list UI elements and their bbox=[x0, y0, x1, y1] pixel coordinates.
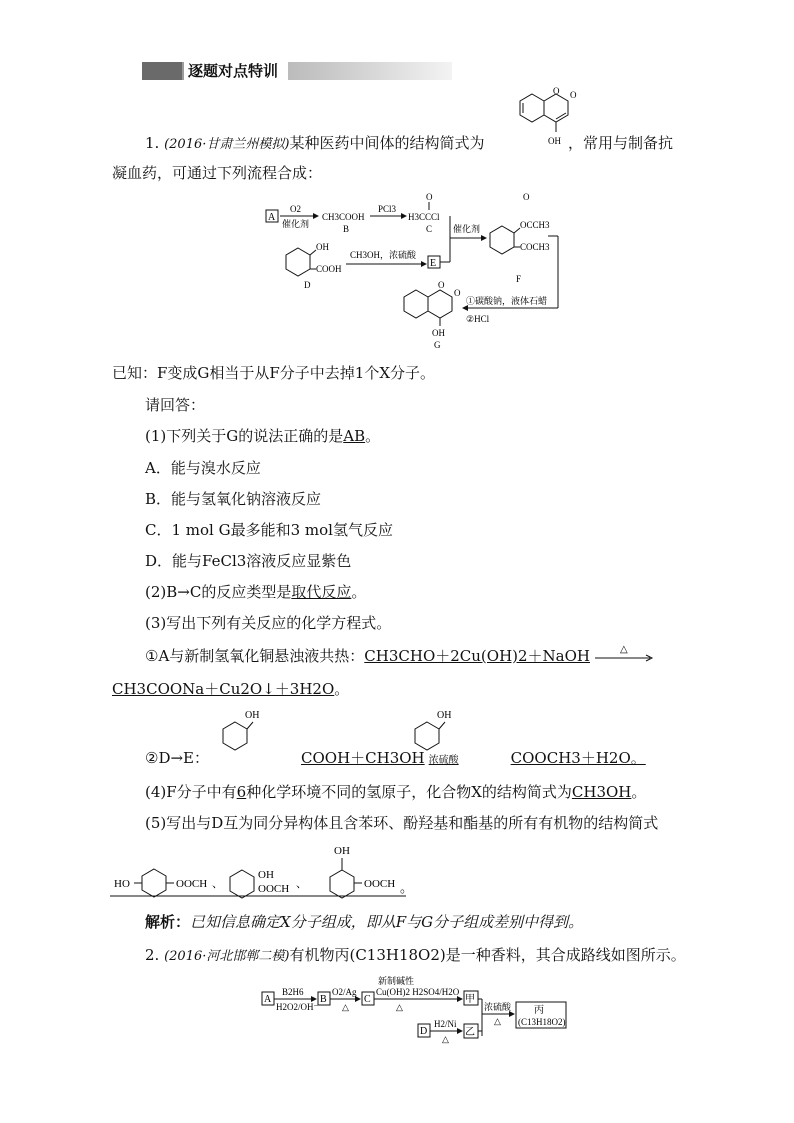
svg-text:O2: O2 bbox=[290, 204, 301, 214]
svg-text:B: B bbox=[343, 224, 350, 234]
q1-part4: (4)F分子中有6种化学环境不同的氢原子，化合物X的结构简式为CH3OH。 bbox=[145, 783, 647, 801]
svg-text:新制碱性: 新制碱性 bbox=[378, 976, 415, 986]
q1-known: 已知：F变成G相当于从F分子中去掉1个X分子。 bbox=[112, 364, 436, 382]
oh-label: OH bbox=[548, 136, 561, 146]
q1-part5: (5)写出与D互为同分异构体且含苯环、酚羟基和酯基的所有有机物的结构简式 bbox=[145, 814, 659, 832]
svg-text:△: △ bbox=[342, 1002, 349, 1012]
svg-text:O2/Ag: O2/Ag bbox=[332, 987, 357, 997]
svg-text:催化剂: 催化剂 bbox=[282, 219, 310, 229]
svg-text:B2H6: B2H6 bbox=[282, 987, 304, 997]
svg-text:丙: 丙 bbox=[534, 1005, 544, 1016]
svg-text:D: D bbox=[420, 1026, 428, 1037]
option-d: D．能与FeCl3溶液反应显紫色 bbox=[145, 552, 352, 570]
svg-text:①碳酸钠，液体石蜡: ①碳酸钠，液体石蜡 bbox=[466, 296, 548, 306]
analysis: 解析：已知信息确定X分子组成，即从F与G分子组成差别中得到。 bbox=[145, 913, 584, 931]
svg-text:。: 。 bbox=[400, 880, 414, 895]
q1-part3: (3)写出下列有关反应的化学方程式。 bbox=[145, 614, 392, 632]
q1-stem-line1b: ，常用与制备抗 bbox=[568, 134, 674, 152]
q2-stem: 2. (2016·河北邯郸二模)有机物丙(C13H18O2)是一种香料，其合成路线如图所示。 bbox=[145, 946, 686, 964]
q1-part1: (1)下列关于G的说法正确的是AB。 bbox=[145, 427, 381, 445]
isomer-structures bbox=[110, 840, 420, 900]
svg-text:、: 、 bbox=[212, 878, 223, 890]
q1-stem-line1: 1. (2016·甘肃兰州模拟)某种医药中间体的结构简式为 bbox=[145, 134, 485, 152]
option-c: C．1 mol G最多能和3 mol氢气反应 bbox=[145, 521, 393, 539]
header-bar-block bbox=[142, 62, 182, 80]
svg-text:G: G bbox=[434, 340, 441, 350]
svg-text:H2/Ni: H2/Ni bbox=[434, 1019, 457, 1029]
ring-o: O bbox=[553, 86, 560, 96]
svg-text:OCCH3: OCCH3 bbox=[520, 220, 550, 230]
svg-text:OH: OH bbox=[334, 845, 350, 857]
svg-text:F: F bbox=[516, 274, 522, 284]
svg-text:O: O bbox=[438, 280, 445, 290]
svg-text:A: A bbox=[268, 212, 276, 223]
svg-text:A: A bbox=[264, 994, 272, 1005]
svg-text:乙: 乙 bbox=[465, 1027, 475, 1038]
svg-text:H2O2/OH⁻: H2O2/OH⁻ bbox=[276, 1002, 319, 1012]
svg-text:OH: OH bbox=[432, 328, 445, 338]
q1-stem-line2: 凝血药，可通过下列流程合成： bbox=[112, 164, 323, 182]
svg-text:PCl3: PCl3 bbox=[378, 204, 397, 214]
equation-1-line2: CH3COONa＋Cu2O↓＋3H2O。 bbox=[112, 680, 350, 698]
svg-text:浓硫酸: 浓硫酸 bbox=[484, 1002, 512, 1012]
svg-text:HO: HO bbox=[114, 878, 130, 890]
svg-text:OH: OH bbox=[437, 710, 452, 721]
svg-text:△: △ bbox=[620, 644, 628, 655]
svg-text:O: O bbox=[426, 192, 433, 202]
svg-text:C: C bbox=[364, 994, 371, 1005]
svg-text:COOH: COOH bbox=[316, 264, 342, 274]
svg-text:E: E bbox=[430, 258, 437, 269]
svg-text:OH: OH bbox=[316, 242, 329, 252]
carbonyl-o: O bbox=[570, 90, 577, 100]
equation-2: ②D→E： COOH＋CH3OH 浓硫酸 COOCH3＋H2O。 bbox=[145, 749, 646, 767]
equation-1-line1: ①A与新制氢氧化铜悬浊液共热：CH3CHO＋2Cu(OH)2＋NaOH bbox=[145, 647, 590, 665]
svg-text:、: 、 bbox=[296, 878, 307, 890]
q1-part2: (2)B→C的反应类型是取代反应。 bbox=[145, 583, 367, 601]
svg-text:△: △ bbox=[442, 1034, 449, 1044]
svg-text:OH: OH bbox=[258, 869, 274, 881]
svg-text:CH3OH，浓硫酸: CH3OH，浓硫酸 bbox=[350, 250, 417, 260]
svg-text:OOCH: OOCH bbox=[258, 883, 290, 895]
svg-text:H3CCCl: H3CCCl bbox=[408, 212, 440, 222]
section-title: 逐题对点特训 bbox=[184, 60, 288, 82]
svg-text:B: B bbox=[320, 994, 327, 1005]
svg-text:甲: 甲 bbox=[465, 994, 475, 1005]
svg-text:D: D bbox=[304, 280, 311, 290]
svg-text:OOCH: OOCH bbox=[176, 878, 208, 890]
svg-text:CH3COOH: CH3COOH bbox=[322, 212, 365, 222]
svg-text:OOCH: OOCH bbox=[364, 878, 396, 890]
svg-text:O: O bbox=[454, 288, 461, 298]
svg-text:催化剂: 催化剂 bbox=[453, 224, 481, 234]
option-b: B．能与氢氧化钠溶液反应 bbox=[145, 490, 322, 508]
option-a: A．能与溴水反应 bbox=[145, 459, 261, 477]
svg-text:△: △ bbox=[396, 1002, 403, 1012]
svg-text:C: C bbox=[426, 224, 433, 234]
svg-text:OH: OH bbox=[245, 710, 260, 721]
svg-text:O: O bbox=[523, 192, 530, 202]
q1-ask: 请回答： bbox=[145, 396, 206, 414]
svg-text:(C13H18O2): (C13H18O2) bbox=[518, 1017, 566, 1027]
heat-arrow bbox=[590, 640, 660, 668]
svg-text:COCH3: COCH3 bbox=[520, 242, 550, 252]
svg-text:②HCl: ②HCl bbox=[466, 314, 490, 324]
svg-text:Cu(OH)2 H2SO4/H2O: Cu(OH)2 H2SO4/H2O bbox=[376, 987, 460, 997]
synthesis-scheme-2 bbox=[258, 972, 578, 1052]
synthesis-scheme-1 bbox=[258, 190, 568, 350]
svg-text:△: △ bbox=[494, 1016, 501, 1026]
